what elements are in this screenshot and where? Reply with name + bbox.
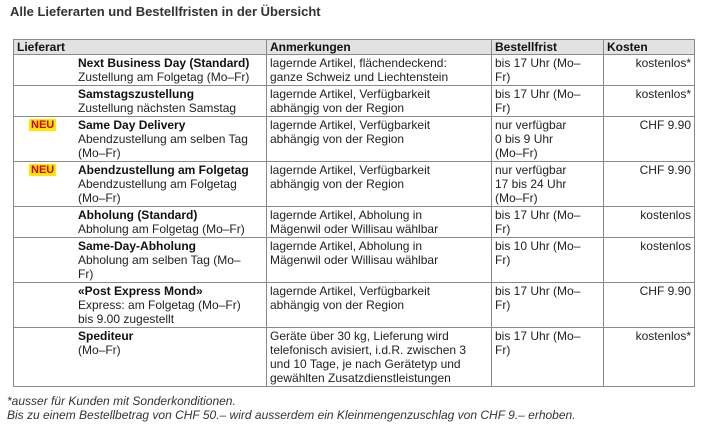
delivery-description: Abendzustellung am selben Tag (Mo–Fr)	[78, 132, 248, 160]
delivery-description: Express: am Folgetag (Mo–Fr) bis 9.00 zugestellt	[78, 298, 241, 326]
cell-bestellfrist: bis 17 Uhr (Mo– Fr)	[492, 207, 604, 238]
delivery-name: Spediteur	[78, 329, 134, 343]
cell-kosten: CHF 9.90	[604, 117, 695, 162]
cell-anmerkungen: lagernde Artikel, Verfügbarkeit abhängig von der Region	[267, 162, 492, 207]
table-row	[14, 328, 695, 387]
delivery-name: «Post Express Mond»	[78, 284, 203, 298]
cell-bestellfrist: bis 17 Uhr (Mo– Fr)	[492, 55, 604, 86]
cell-lieferart	[14, 86, 267, 117]
cell-lieferart	[14, 238, 267, 283]
table-row	[14, 207, 695, 238]
table-row	[14, 86, 695, 117]
delivery-description: Abholung am Folgetag (Mo–Fr)	[78, 222, 245, 236]
delivery-description: Zustellung nächsten Samstag	[78, 101, 237, 115]
table-row	[14, 238, 695, 283]
cell-anmerkungen: lagernde Artikel, Verfügbarkeit abhängig von der Region	[267, 117, 492, 162]
delivery-name: Same-Day-Abholung	[78, 239, 197, 253]
column-header-bestellfrist: Bestellfrist	[492, 40, 604, 55]
delivery-name: Abholung (Standard)	[78, 208, 198, 222]
cell-bestellfrist: bis 17 Uhr (Mo– Fr)	[492, 328, 604, 387]
table-row	[14, 55, 695, 86]
cell-anmerkungen: Geräte über 30 kg, Lieferung wird telefonisch avisiert, i.d.R. zwischen 3 und 10 Tage, je nach Gerätetyp und gewählten Zusatzdienstleistungen	[267, 328, 492, 387]
cell-anmerkungen: lagernde Artikel, flächendeckend: ganze Schweiz und Liechtenstein	[267, 55, 492, 86]
delivery-description: Abendzustellung am Folgetag (Mo–Fr)	[78, 177, 237, 205]
column-header-kosten: Kosten	[604, 40, 695, 55]
footnote-small-order-surcharge: Bis zu einem Bestellbetrag von CHF 50.– wird ausserdem ein Kleinmengenzuschlag von CHF 9.– erhoben.	[7, 408, 576, 422]
delivery-name: Samstagszustellung	[78, 87, 195, 101]
new-badge: NEU	[31, 164, 55, 176]
cell-kosten: CHF 9.90	[604, 162, 695, 207]
cell-lieferart	[14, 55, 267, 86]
column-header-lieferart: Lieferart	[14, 40, 267, 55]
new-badge: NEU	[31, 119, 55, 131]
cell-kosten: kostenlos*	[604, 328, 695, 387]
table-row	[14, 117, 695, 162]
column-header-anmerkungen: Anmerkungen	[267, 40, 492, 55]
footnote-special-conditions: *ausser für Kunden mit Sonderkonditionen.	[7, 394, 236, 408]
cell-bestellfrist: bis 17 Uhr (Mo– Fr)	[492, 86, 604, 117]
cell-kosten: kostenlos	[604, 207, 695, 238]
cell-bestellfrist: bis 10 Uhr (Mo– Fr)	[492, 238, 604, 283]
cell-anmerkungen: lagernde Artikel, Abholung in Mägenwil oder Willisau wählbar	[267, 207, 492, 238]
delivery-description: Zustellung am Folgetag (Mo–Fr)	[78, 70, 250, 84]
cell-bestellfrist: nur verfügbar 0 bis 9 Uhr (Mo–Fr)	[492, 117, 604, 162]
cell-lieferart	[14, 207, 267, 238]
page-title: Alle Lieferarten und Bestellfristen in der Übersicht	[10, 4, 321, 19]
cell-anmerkungen: lagernde Artikel, Verfügbarkeit abhängig von der Region	[267, 283, 492, 328]
delivery-description: Abholung am selben Tag (Mo– Fr)	[78, 253, 241, 281]
delivery-name: Next Business Day (Standard)	[78, 56, 250, 70]
cell-kosten: kostenlos*	[604, 55, 695, 86]
table-row	[14, 162, 695, 207]
table-header-row	[14, 40, 695, 55]
table-row	[14, 283, 695, 328]
cell-kosten: CHF 9.90	[604, 283, 695, 328]
cell-lieferart	[14, 328, 267, 387]
cell-kosten: kostenlos*	[604, 86, 695, 117]
delivery-options-table	[13, 39, 695, 387]
cell-bestellfrist: bis 17 Uhr (Mo– Fr)	[492, 283, 604, 328]
delivery-name: Same Day Delivery	[78, 118, 186, 132]
cell-anmerkungen: lagernde Artikel, Verfügbarkeit abhängig von der Region	[267, 86, 492, 117]
cell-lieferart	[14, 117, 267, 162]
cell-anmerkungen: lagernde Artikel, Abholung in Mägenwil oder Willisau wählbar	[267, 238, 492, 283]
cell-kosten: kostenlos	[604, 238, 695, 283]
cell-bestellfrist: nur verfügbar 17 bis 24 Uhr (Mo–Fr)	[492, 162, 604, 207]
delivery-name: Abendzustellung am Folgetag	[78, 163, 249, 177]
cell-lieferart	[14, 162, 267, 207]
delivery-description: (Mo–Fr)	[78, 343, 121, 357]
cell-lieferart	[14, 283, 267, 328]
